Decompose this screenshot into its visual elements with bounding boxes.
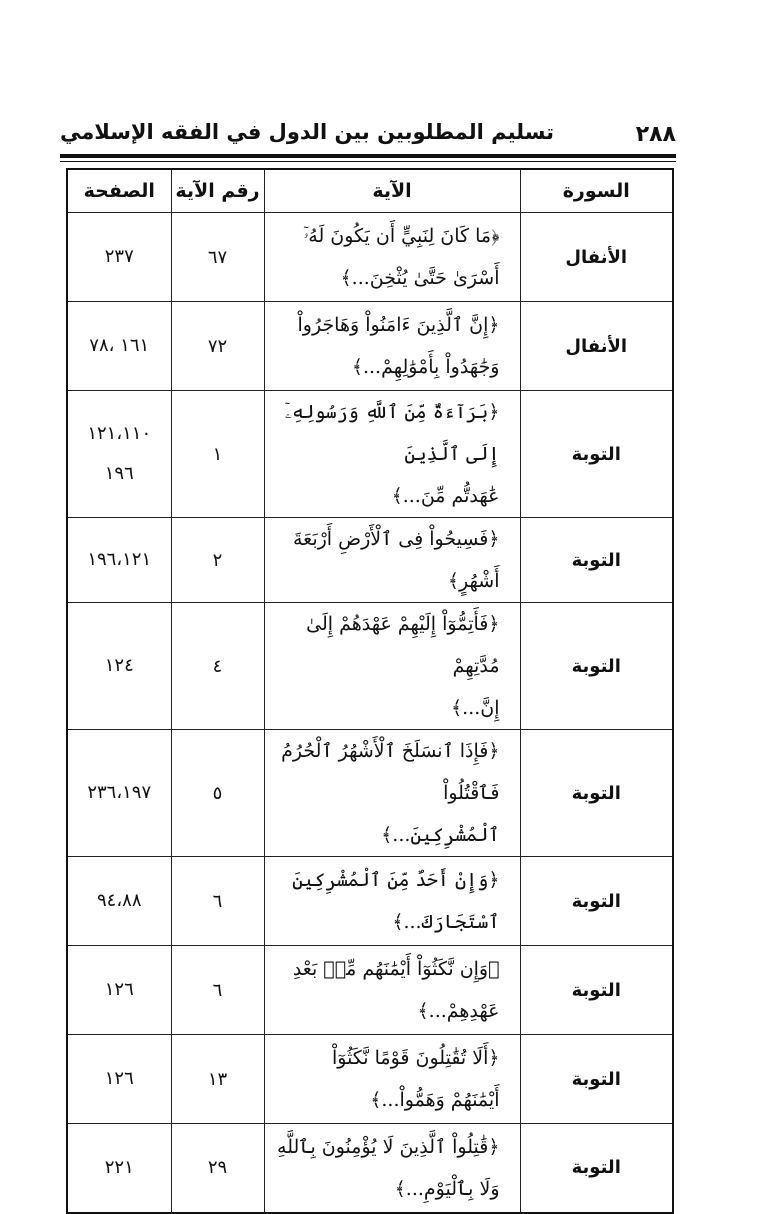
table-row (67, 730, 673, 857)
verse-line: ﴿وَإِنْ أَحَدٌ مِّنَ ٱلْمُشْرِكِينَ (292, 869, 500, 891)
page-cell (67, 946, 171, 1035)
ayah-number-cell: ٦ (171, 946, 264, 1035)
verse-line: ﴿إِنَّ ٱلَّذِينَ ءَامَنُواْ وَهَاجَرُواْ (297, 314, 500, 336)
surah-cell: التوبة (520, 946, 673, 1035)
surah-cell: التوبة (520, 603, 673, 730)
surah-cell: التوبة (520, 518, 673, 603)
verse-line: إِنَّ...﴾ (451, 697, 500, 719)
table-row (67, 1124, 673, 1213)
verse-cell (264, 946, 520, 1035)
page-ref: ٩٤،٨٨ (97, 890, 142, 911)
verse-line: ﴿وَإِن نَّكَثُوٓاْ أَيْمَٰنَهُم مِّنۢ بَعْدِ (292, 958, 500, 980)
verse-line: أَسْرَىٰ حَتَّىٰ يُثْخِنَ...﴾ (340, 267, 500, 289)
table-row (67, 603, 673, 730)
table-row (67, 213, 673, 302)
page-header (60, 120, 676, 156)
page-cell (67, 857, 171, 946)
table-row (67, 302, 673, 391)
verse-line: ٱلْمُشْرِكِينَ...﴾ (381, 824, 500, 846)
verse-line: ﴿بَرَآءَةٌ مِّنَ ٱللَّهِ وَرَسُولِهِۦٓ إِلَى ٱلَّذِينَ (284, 401, 500, 465)
surah-cell: التوبة (520, 1124, 673, 1213)
page-ref: ١٩٦ (104, 463, 134, 484)
verse-line: وَلَا بِٱلْيَوْمِ...﴾ (394, 1177, 500, 1200)
table-row (67, 518, 673, 603)
verse-line: ﴿فَسِيحُواْ فِى ٱلْأَرْضِ أَرْبَعَةَ أَشْهُرٍ﴾ (292, 528, 500, 592)
column-header-verse: الآية (264, 169, 520, 213)
verse-cell (264, 1124, 520, 1213)
surah-cell: التوبة (520, 857, 673, 946)
page-cell (67, 1035, 171, 1124)
verse-line: أَيْمَٰنَهُمْ وَهَمُّواْ...﴾ (370, 1089, 500, 1111)
page-ref: ١٢٤ (104, 655, 134, 676)
ayah-number-cell: ٥ (171, 730, 264, 857)
table-row (67, 391, 673, 518)
verse-cell (264, 857, 520, 946)
page-ref: ١٢١،١١٠ (87, 423, 152, 444)
verse-cell (264, 1035, 520, 1124)
table-header-row (67, 169, 673, 213)
page-cell (67, 302, 171, 391)
page-cell (67, 603, 171, 730)
ayah-number-cell: ٢ (171, 518, 264, 603)
surah-cell: التوبة (520, 1035, 673, 1124)
verse-line: وَجَٰهَدُواْ بِأَمْوَٰلِهِمْ...﴾ (351, 356, 500, 378)
verse-cell (264, 391, 520, 518)
column-header-surah: السورة (520, 169, 673, 213)
surah-cell: التوبة (520, 391, 673, 518)
surah-cell: التوبة (520, 730, 673, 857)
verse-line: ﴿مَا كَانَ لِنَبِيٍّ أَن يَكُونَ لَهُۥٓ (303, 225, 500, 247)
column-header-page: الصفحة (67, 169, 171, 213)
page-ref: ١٦١ ،٧٨ (89, 335, 150, 356)
page-cell (67, 730, 171, 857)
verse-line: ﴿فَإِذَا ٱنسَلَخَ ٱلْأَشْهُرُ ٱلْحُرُمُ فَٱقْتُلُواْ (281, 740, 500, 804)
column-header-ayah-number: رقم الآية (171, 169, 264, 213)
ayah-number-cell: ٧٢ (171, 302, 264, 391)
page-ref: ٢٣٧ (104, 246, 134, 267)
ayah-number-cell: ٦ (171, 857, 264, 946)
verse-cell (264, 213, 520, 302)
page-number: ٢٨٨ (635, 122, 676, 147)
page-cell (67, 213, 171, 302)
surah-cell: الأنفال (520, 213, 673, 302)
page-cell (67, 518, 171, 603)
page-ref: ٢٢١ (104, 1156, 134, 1178)
verse-line: ﴿قَٰتِلُواْ ٱلَّذِينَ لَا يُؤْمِنُونَ بِٱللَّهِ (277, 1135, 500, 1158)
verse-line: ﴿فَأَتِمُّوٓاْ إِلَيْهِمْ عَهْدَهُمْ إِلَىٰ مُدَّتِهِمْ (306, 613, 500, 677)
verse-line: عَٰهَدتُّم مِّنَ...﴾ (391, 485, 500, 507)
page-ref: ١٩٦،١٢١ (87, 549, 152, 570)
ayah-number-cell: ٢٩ (171, 1124, 264, 1213)
header-rule-thin (60, 161, 676, 162)
page-ref: ١٢٦ (104, 1068, 134, 1089)
verses-index-table (66, 168, 674, 1214)
verse-line: ﴿أَلَا تُقَٰتِلُونَ قَوْمًا نَّكَثُوٓاْ (331, 1047, 500, 1069)
page-ref: ١٢٦ (104, 979, 134, 1000)
verse-cell (264, 302, 520, 391)
ayah-number-cell: ١٣ (171, 1035, 264, 1124)
verse-cell (264, 730, 520, 857)
table-row (67, 1035, 673, 1124)
verse-cell (264, 518, 520, 603)
verse-line: ٱسْتَجَارَكَ...﴾ (392, 911, 500, 933)
ayah-number-cell: ٦٧ (171, 213, 264, 302)
page-cell (67, 1124, 171, 1213)
verse-line: عَهْدِهِمْ...﴾ (417, 1000, 500, 1022)
table-row (67, 946, 673, 1035)
table-row (67, 857, 673, 946)
surah-cell: الأنفال (520, 302, 673, 391)
ayah-number-cell: ٤ (171, 603, 264, 730)
page-ref: ٢٣٦،١٩٧ (87, 782, 152, 803)
header-rule-thick (60, 154, 676, 158)
page-cell (67, 391, 171, 518)
ayah-number-cell: ١ (171, 391, 264, 518)
running-title: تسليم المطلوبين بين الدول في الفقه الإسلامي (60, 120, 555, 144)
verse-cell (264, 603, 520, 730)
